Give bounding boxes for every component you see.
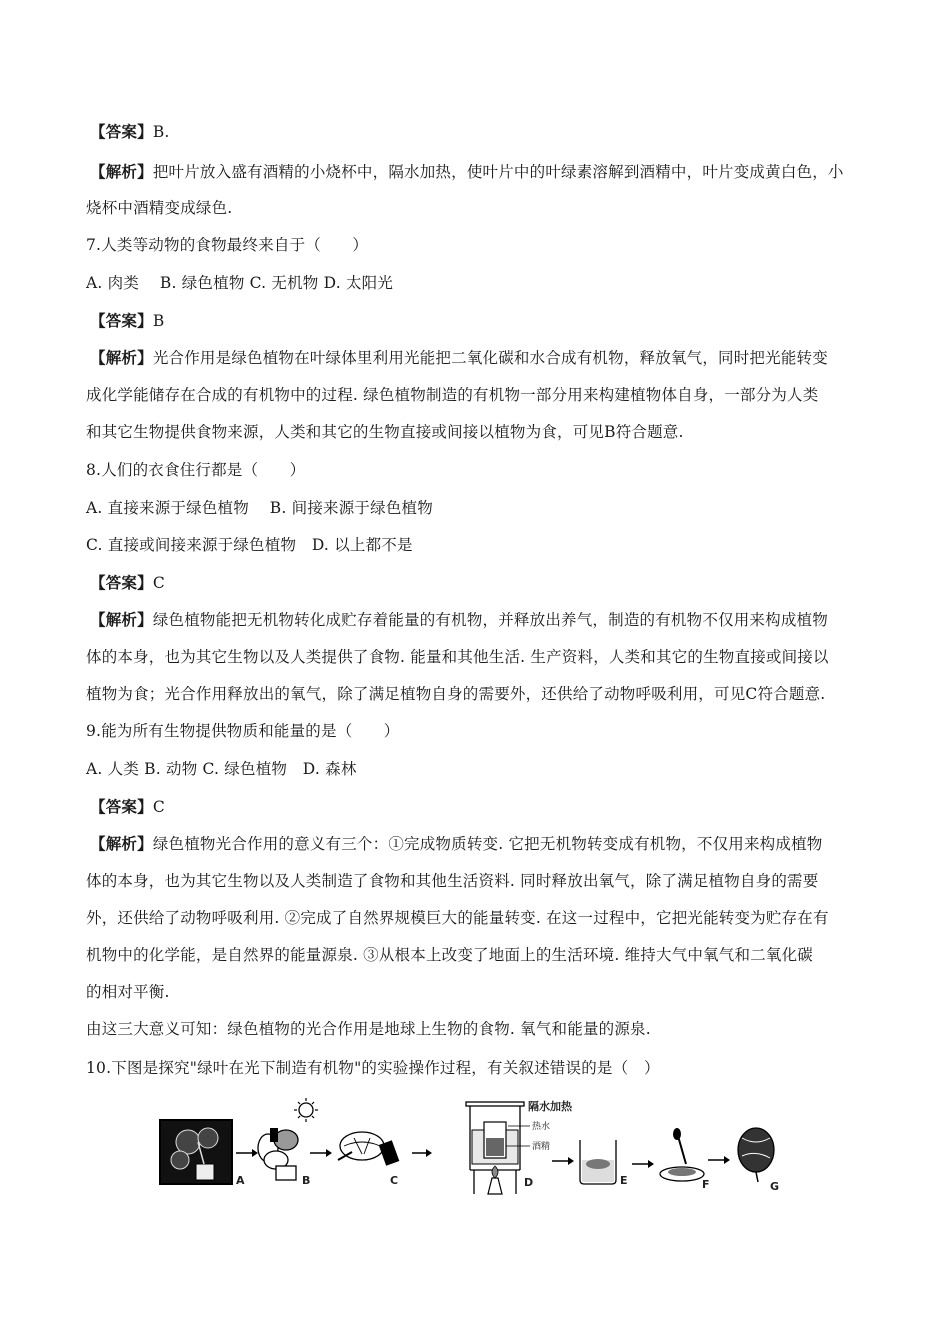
text-line bbox=[90, 160, 844, 184]
line-text: 体的本身，也为其它生物以及人类提供了食物. 能量和其他生活. 生产资料，人类和其它的生物直接或间接以 bbox=[86, 648, 829, 666]
text-line bbox=[86, 196, 232, 220]
text-line bbox=[86, 271, 393, 295]
heat-caption: 隔水加热 bbox=[528, 1100, 572, 1113]
text-line bbox=[90, 571, 165, 595]
line-text: A. 直接来源于绿色植物 B. 间接来源于绿色植物 bbox=[86, 499, 433, 517]
line-text: 外，还供给了动物呼吸利用. ②完成了自然界规模巨大的能量转变. 在这一过程中，它把光能转变为贮存在有 bbox=[86, 909, 829, 927]
line-text: 10.下图是探究"绿叶在光下制造有机物"的实验操作过程，有关叙述错误的是（ ） bbox=[86, 1059, 660, 1077]
line-text: C bbox=[152, 798, 165, 816]
line-text: C bbox=[152, 574, 165, 592]
section-tag: 【解析】 bbox=[90, 348, 153, 367]
arrow-icon bbox=[552, 1157, 574, 1165]
text-line bbox=[86, 1017, 651, 1041]
step-label-b: B bbox=[302, 1174, 311, 1187]
line-text: 9.能为所有生物提供物质和能量的是（ ） bbox=[86, 722, 400, 740]
section-tag: 【答案】 bbox=[90, 573, 153, 592]
step-label-e: E bbox=[620, 1174, 628, 1187]
line-text: 植物为食；光合作用释放出的氧气，除了满足植物自身的需要外，还供给了动物呼吸利用，可见C符合题意. bbox=[86, 685, 826, 703]
section-tag: 【答案】 bbox=[90, 797, 153, 816]
text-line bbox=[86, 533, 413, 557]
text-line bbox=[86, 719, 400, 743]
arrow-icon bbox=[310, 1149, 332, 1157]
section-tag: 【答案】 bbox=[90, 122, 153, 141]
text-line bbox=[90, 346, 828, 370]
text-line bbox=[86, 682, 825, 706]
line-text: 烧杯中酒精变成绿色. bbox=[86, 199, 233, 217]
line-text: 成化学能储存在合成的有机物中的过程. 绿色植物制造的有机物一部分用来构建植物体自身，一部分为人类 bbox=[86, 386, 819, 404]
line-text: 绿色植物光合作用的意义有三个：①完成物质转变. 它把无机物转变成有机物，不仅用来构成植物 bbox=[152, 835, 823, 853]
alcohol-label: 酒精 bbox=[532, 1142, 551, 1152]
hot-water-label: 热水 bbox=[532, 1122, 551, 1132]
line-text: 把叶片放入盛有酒精的小烧杯中，隔水加热，使叶片中的叶绿素溶解到酒精中，叶片变成黄白色，小 bbox=[152, 163, 844, 181]
line-text: 体的本身，也为其它生物以及人类制造了食物和其他生活资料. 同时释放出氧气，除了满足植物自身的需要 bbox=[86, 872, 819, 890]
line-text: 7.人类等动物的食物最终来自于（ ） bbox=[86, 236, 369, 254]
step-c-leaf-picking bbox=[338, 1132, 399, 1166]
text-line bbox=[86, 980, 170, 1004]
step-e-beaker-rinse bbox=[580, 1140, 616, 1184]
step-label-c: C bbox=[390, 1174, 399, 1187]
line-text: B. bbox=[152, 123, 170, 141]
line-text: B bbox=[152, 312, 165, 330]
step-d-water-bath bbox=[466, 1102, 524, 1194]
text-line bbox=[86, 943, 813, 967]
line-text: 8.人们的衣食住行都是（ ） bbox=[86, 461, 306, 479]
arrow-icon bbox=[412, 1149, 432, 1157]
section-tag: 【解析】 bbox=[90, 834, 153, 853]
step-g-stained-leaf bbox=[738, 1128, 774, 1182]
step-label-d: D bbox=[524, 1176, 534, 1189]
text-line bbox=[86, 420, 684, 444]
line-text: 光合作用是绿色植物在叶绿体里利用光能把二氧化碳和水合成有机物，释放氧气，同时把光能转变 bbox=[152, 349, 828, 367]
section-tag: 【解析】 bbox=[90, 162, 153, 181]
step-label-a: A bbox=[236, 1174, 245, 1187]
line-text: 的相对平衡. bbox=[86, 983, 170, 1001]
text-line bbox=[90, 832, 822, 856]
text-line bbox=[90, 120, 170, 144]
text-line bbox=[90, 795, 165, 819]
text-line bbox=[86, 1056, 660, 1080]
line-text: C. 直接或间接来源于绿色植物 D. 以上都不是 bbox=[86, 536, 413, 554]
line-text: 由这三大意义可知：绿色植物的光合作用是地球上生物的食物. 氧气和能量的源泉. bbox=[86, 1020, 651, 1038]
text-line bbox=[86, 233, 368, 257]
step-label-f: F bbox=[702, 1178, 710, 1191]
section-tag: 【答案】 bbox=[90, 311, 153, 330]
text-line bbox=[86, 869, 818, 893]
text-line bbox=[86, 757, 357, 781]
experiment-figure bbox=[158, 1098, 794, 1198]
text-line bbox=[86, 383, 818, 407]
text-line bbox=[86, 458, 305, 482]
line-text: 绿色植物能把无机物转化成贮存着能量的有机物，并释放出养气，制造的有机物不仅用来构成植物 bbox=[152, 611, 828, 629]
step-a-dark-plant bbox=[160, 1120, 232, 1184]
step-b-plant-in-sun bbox=[258, 1098, 318, 1180]
section-tag: 【解析】 bbox=[90, 610, 153, 629]
arrow-icon bbox=[632, 1160, 654, 1168]
arrow-icon bbox=[708, 1156, 730, 1164]
text-line bbox=[86, 906, 829, 930]
text-line bbox=[86, 645, 829, 669]
step-label-g: G bbox=[770, 1180, 780, 1193]
text-line bbox=[86, 496, 433, 520]
text-line bbox=[90, 608, 828, 632]
line-text: A. 肉类 B. 绿色植物 C. 无机物 D. 太阳光 bbox=[86, 274, 394, 292]
line-text: 机物中的化学能，是自然界的能量源泉. ③从根本上改变了地面上的生活环境. 维持大气中氧气和二氧化碳 bbox=[86, 946, 814, 964]
step-f-iodine-drop bbox=[660, 1128, 704, 1181]
line-text: A. 人类 B. 动物 C. 绿色植物 D. 森林 bbox=[86, 760, 357, 778]
line-text: 和其它生物提供食物来源，人类和其它的生物直接或间接以植物为食，可见B符合题意. bbox=[86, 423, 684, 441]
experiment-diagram bbox=[158, 1098, 794, 1198]
text-line bbox=[90, 309, 164, 333]
arrow-icon bbox=[236, 1149, 258, 1157]
